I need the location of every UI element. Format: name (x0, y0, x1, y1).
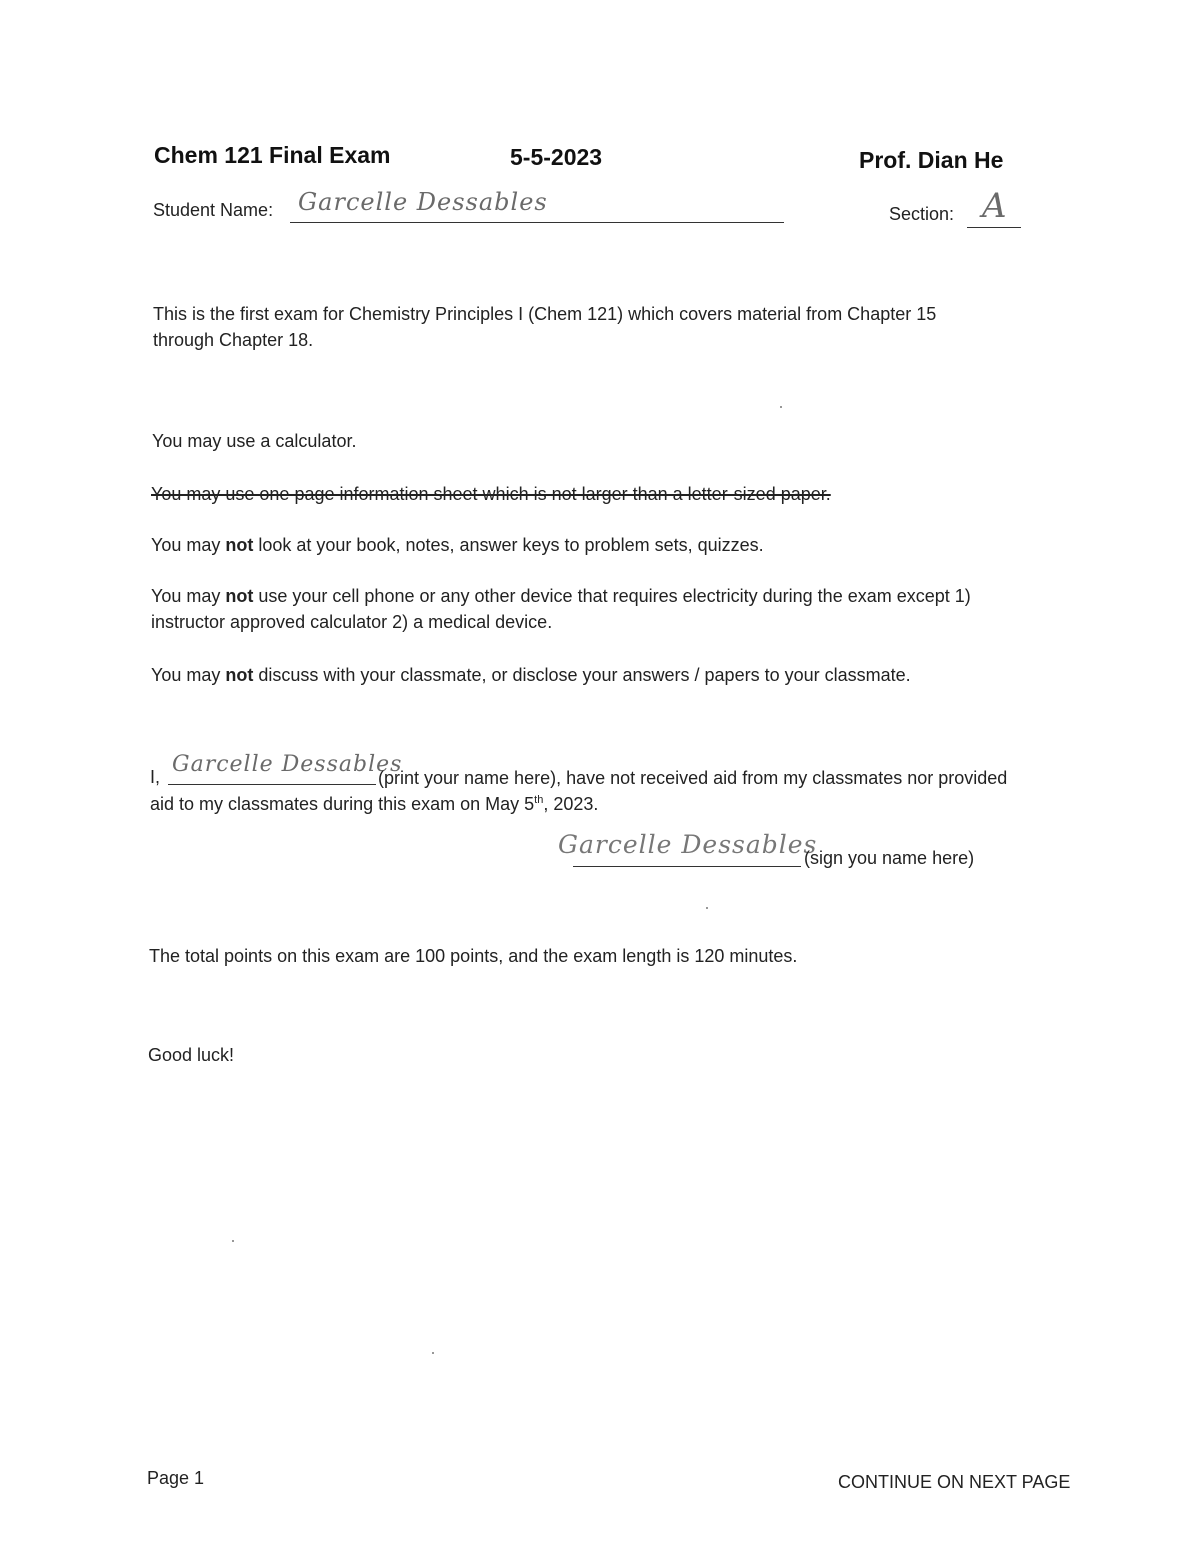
exam-title: Chem 121 Final Exam (154, 142, 391, 168)
scan-speck (706, 907, 708, 909)
pledge-text-2: aid to my classmates during this exam on May 5th, 2023. (150, 794, 599, 814)
page-number: Page 1 (147, 1468, 205, 1488)
scan-speck (780, 406, 782, 408)
continue-next-page: CONTINUE ON NEXT PAGE (838, 1472, 1071, 1492)
rule-no-discuss: You may not discuss with your classmate, or disclose your answers / papers to your classmate. (151, 665, 911, 685)
intro-line-1: This is the first exam for Chemistry Principles I (Chem 121) which covers material from Chapter 15 (153, 304, 937, 324)
scan-speck (432, 1352, 434, 1354)
pledge-printed-name: Garcelle Dessables (172, 752, 403, 777)
intro-line-2: through Chapter 18. (153, 330, 314, 350)
good-luck-text: Good luck! (148, 1045, 235, 1065)
rule-calculator: You may use a calculator. (152, 431, 357, 451)
student-name-label: Student Name: (153, 200, 274, 220)
rule-no-books: You may not look at your book, notes, answer keys to problem sets, quizzes. (151, 535, 764, 555)
exam-points-text: The total points on this exam are 100 points, and the exam length is 120 minutes. (149, 946, 798, 966)
student-name-handwritten: Garcelle Dessables (298, 188, 548, 216)
pledge-text-1: (print your name here), have not received aid from my classmates nor provided (378, 768, 1008, 788)
scan-speck (232, 1240, 234, 1242)
signature: Garcelle Dessables (558, 830, 818, 859)
pledge-prefix: I, (150, 767, 161, 787)
section-label: Section: (889, 204, 955, 224)
rule-no-phone-line-2: instructor approved calculator 2) a medical device. (151, 612, 553, 632)
rule-no-phone: You may not use your cell phone or any other device that requires electricity during the exam except 1) (151, 586, 971, 606)
professor-name: Prof. Dian He (859, 147, 1004, 173)
section-handwritten: A (982, 186, 1008, 226)
rule-info-sheet-struck: You may use one page information sheet which is not larger than a letter-sized paper. (151, 484, 831, 504)
exam-date: 5-5-2023 (510, 144, 603, 170)
sign-label: (sign you name here) (804, 848, 975, 868)
